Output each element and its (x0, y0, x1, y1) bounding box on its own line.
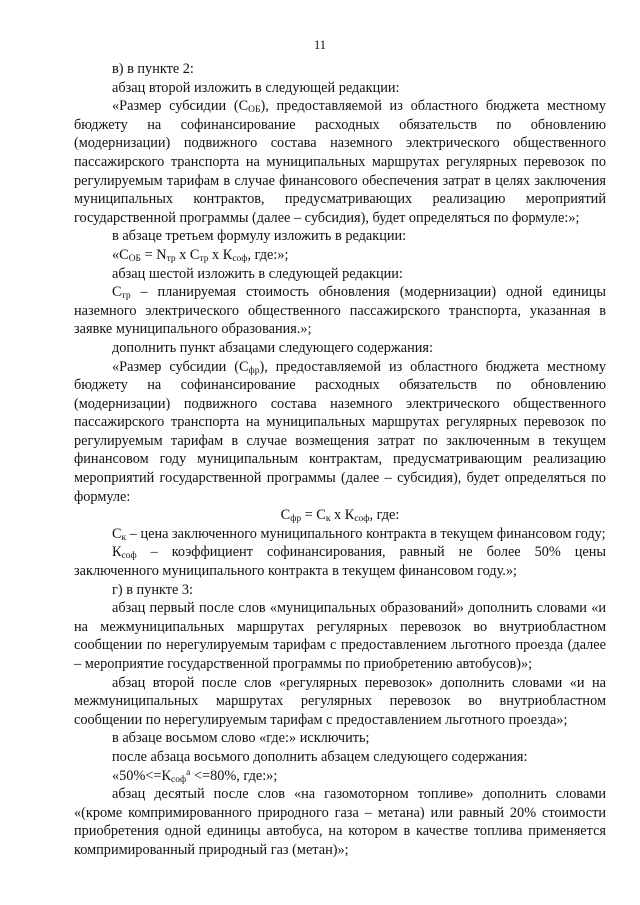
formula-cob: «$С_{ОБ} = N_{тр}$ х $С_{тр}$ х $К_{соф}$, где:»; (112, 246, 289, 264)
paragraph-ctr-definition: $С_{тр}$ – планируемая стоимость обновления (модернизации) одной единицы наземного электрического общественного пассажирского транспорта, указанная в заявке муниципального образования.»; (74, 284, 606, 338)
paragraph-amend-second-p3: абзац второй после слов «регулярных перевозок» дополнить словами «и на межмуниципальных маршрутах регулярных перевозок во внутриобластном сообщении по нерегулируемым тарифам с предоставлением льготного проезда»; (74, 674, 606, 728)
paragraph-subclause-v: в) в пункте 2: (112, 61, 194, 77)
page-number: 11 (313, 38, 327, 52)
paragraph-ksof-definition: $К_{соф}$ – коэффициент софинансирования, равный не более 50% цены заключенного муниципального контракта в текущем финансовом году.»; (74, 544, 606, 580)
formula-cfr: $С_{фр} = С_к$ х $К_{соф}$, где: (280, 507, 400, 525)
document-body (74, 60, 606, 860)
paragraph-amend-first-p3: абзац первый после слов «муниципальных образований» дополнить словами «и на межмуниципальных маршрутах регулярных перевозок во внутриобластном сообщении по нерегулируемым тарифам с предоставлением льготного проезда (далее – мероприятие государственной программы по приобретению автобусов)»; (74, 600, 606, 672)
paragraph-amend-sixth: абзац шестой изложить в следующей редакции: (112, 265, 403, 282)
paragraph-add-after-eighth: после абзаца восьмого дополнить абзацем следующего содержания: (112, 748, 528, 765)
paragraph-amend-third: в абзаце третьем формулу изложить в редакции: (112, 228, 407, 245)
paragraph-add-clauses: дополнить пункт абзацами следующего содержания: (112, 339, 433, 356)
paragraph-amend-second: абзац второй изложить в следующей редакции: (112, 79, 400, 96)
paragraph-subsidy-cfr-definition: «Размер субсидии $(С_{фр})$, предоставляемой из областного бюджета местному бюджету на софинансирование расходных обязательств по обновлению (модернизации) подвижного состава наземного электрического общественного пассажирского транспорта на муниципальных маршрутах регулярных перевозок по регулируемым тарифам в случае возмещения затрат по заключенным в текущем финансовом году муниципальным контрактам, предусматривающим реализацию мероприятий государственной программы (далее – субсидия), будет определяться по формуле: (74, 358, 606, 505)
paragraph-amend-tenth: абзац десятый после слов «на газомоторном топливе» дополнить словами «(кроме компримированного природного газа – метана) или равный 20% стоимости приобретения одной единицы автобуса, на котором в качестве топлива применяется компримированный природный газ (метан)»; (74, 786, 606, 858)
paragraph-subsidy-definition: «Размер субсидии $(С_{ОБ})$, предоставляемой из областного бюджета местному бюджету на софинансирование расходных обязательств по обновлению (модернизации) подвижного состава наземного электрического общественного пассажирского транспорта на муниципальных маршрутах регулярных перевозок по регулируемым тарифам в случае финансового обеспечения затрат в целях заключения муниципальных контрактов, предусматривающих реализацию мероприятий государственной программы (далее – субсидия), будет определяться по формуле:»; (74, 98, 606, 226)
paragraph-subclause-g: г) в пункте 3: (112, 581, 194, 598)
formula-ksof-range: «$50\%<=К_{соф}^а <=80\%$, где:»; (112, 767, 278, 785)
paragraph-ck-definition: $С_к$ – цена заключенного муниципального контракта в текущем финансовом году; (112, 525, 606, 543)
paragraph-amend-eighth: в абзаце восьмом слово «где:» исключить; (112, 730, 370, 747)
